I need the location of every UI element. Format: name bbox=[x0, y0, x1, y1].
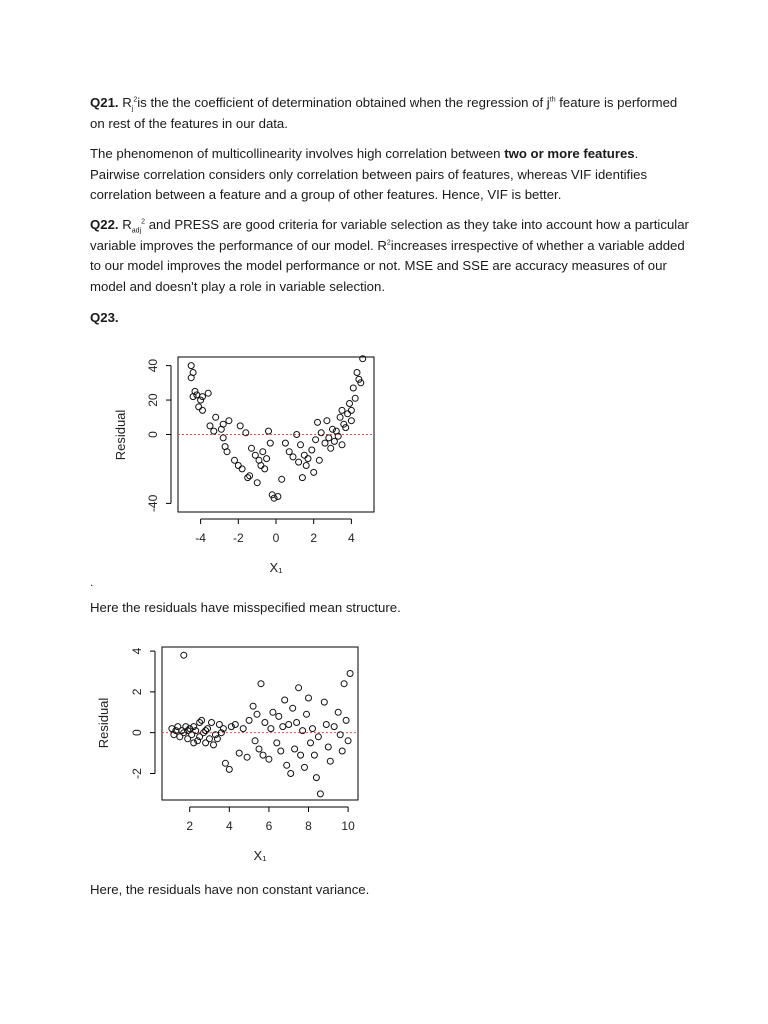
data-point bbox=[347, 671, 353, 677]
data-point bbox=[290, 705, 296, 711]
x-tick-label: 6 bbox=[265, 819, 273, 833]
y-axis-label: Residual bbox=[113, 409, 128, 461]
data-point bbox=[339, 748, 345, 754]
data-point bbox=[236, 750, 242, 756]
data-point bbox=[305, 456, 311, 462]
data-point bbox=[294, 720, 300, 726]
y-tick-label: -2 bbox=[130, 768, 144, 779]
data-point bbox=[260, 752, 266, 758]
data-point bbox=[243, 430, 249, 436]
y-tick-label: 40 bbox=[146, 358, 160, 373]
data-point bbox=[296, 459, 302, 465]
data-point bbox=[282, 440, 288, 446]
data-point bbox=[350, 385, 356, 391]
data-point bbox=[311, 469, 317, 475]
y-tick-label: 0 bbox=[130, 729, 144, 737]
caption-variance: Here, the residuals have non constant variance. bbox=[90, 882, 370, 897]
q23-label: Q23. bbox=[90, 310, 119, 325]
data-point bbox=[190, 394, 196, 400]
data-point bbox=[339, 442, 345, 448]
data-point bbox=[306, 695, 312, 701]
multicollinearity-paragraph: The phenomenon of multicollinearity involves high correlation between two or more features. Pairwise correlation considers only correlation between pairs of features, whereas VIF identifies correlation between a feature and a group of other features. Hence, VIF is better. bbox=[90, 146, 648, 202]
subscript-adj: adj bbox=[131, 227, 142, 235]
data-point bbox=[315, 419, 321, 425]
data-point bbox=[211, 742, 217, 748]
data-point bbox=[343, 717, 349, 723]
data-point bbox=[207, 736, 213, 742]
data-point bbox=[335, 709, 341, 715]
data-point bbox=[254, 480, 260, 486]
data-point bbox=[270, 709, 276, 715]
data-point bbox=[274, 740, 280, 746]
data-point bbox=[313, 437, 319, 443]
data-point bbox=[317, 791, 323, 797]
data-point bbox=[290, 454, 296, 460]
data-point bbox=[220, 421, 226, 427]
y-tick-label: 2 bbox=[130, 688, 144, 696]
data-point bbox=[348, 418, 354, 424]
data-point bbox=[339, 407, 345, 413]
data-point bbox=[268, 726, 274, 732]
x-tick-label: 2 bbox=[310, 531, 318, 545]
x-tick-label: 2 bbox=[186, 819, 194, 833]
caption-mean-structure: Here the residuals have misspecified mean structure. bbox=[90, 600, 401, 615]
y-tick-label: 20 bbox=[146, 393, 160, 407]
data-point bbox=[284, 762, 290, 768]
x-tick-label: 4 bbox=[225, 819, 233, 833]
superscript-2b: 2 bbox=[386, 239, 391, 247]
data-point bbox=[275, 494, 281, 500]
data-point bbox=[205, 390, 211, 396]
data-point bbox=[310, 726, 316, 732]
superscript-2: 2 bbox=[141, 218, 146, 226]
data-point bbox=[315, 734, 321, 740]
data-point bbox=[267, 440, 273, 446]
superscript-th: th bbox=[549, 96, 556, 104]
data-point bbox=[240, 726, 246, 732]
q22-paragraph: Q22. $R_{adj}^2$ and PRESS are good criteria for variable selection as they take into account how a particular variable improves the performance of our model. $R^2increases$ irrespective of whether a variable added to our model improves the model performance or not. MSE and SSE are accuracy measures of our model and doesn't play a role in variable selection. bbox=[90, 217, 689, 294]
data-point bbox=[262, 466, 268, 472]
data-point bbox=[292, 746, 298, 752]
data-point bbox=[220, 435, 226, 441]
data-point bbox=[316, 457, 322, 463]
data-point bbox=[288, 771, 294, 777]
x-tick-label: 0 bbox=[272, 531, 280, 545]
y-axis-label: Residual bbox=[96, 697, 111, 749]
superscript-2: 2 bbox=[133, 96, 138, 104]
data-point bbox=[207, 423, 213, 429]
data-point bbox=[211, 428, 217, 434]
data-point bbox=[246, 717, 252, 723]
data-point bbox=[324, 418, 330, 424]
data-point bbox=[252, 738, 258, 744]
data-point bbox=[226, 418, 232, 424]
data-point bbox=[278, 748, 284, 754]
data-point bbox=[311, 752, 317, 758]
residual-plot-mean-structure bbox=[100, 345, 400, 585]
data-point bbox=[188, 375, 194, 381]
data-point bbox=[250, 703, 256, 709]
data-point bbox=[280, 724, 286, 730]
x-axis-label: X₁ bbox=[253, 848, 267, 863]
data-point bbox=[328, 445, 334, 451]
data-point bbox=[209, 720, 215, 726]
x-tick-label: -2 bbox=[232, 531, 244, 545]
x-tick-label: 10 bbox=[341, 819, 355, 833]
data-point bbox=[341, 681, 347, 687]
data-point bbox=[200, 407, 206, 413]
data-point bbox=[260, 449, 266, 455]
data-point bbox=[330, 426, 336, 432]
stray-dot: . bbox=[90, 575, 94, 589]
data-point bbox=[322, 440, 328, 446]
data-point bbox=[226, 766, 232, 772]
data-point bbox=[302, 764, 308, 770]
data-point bbox=[244, 754, 250, 760]
data-point bbox=[345, 411, 351, 417]
data-point bbox=[298, 442, 304, 448]
data-point bbox=[331, 724, 337, 730]
data-point bbox=[282, 697, 288, 703]
data-point bbox=[232, 457, 238, 463]
data-point bbox=[213, 414, 219, 420]
data-point bbox=[258, 463, 264, 469]
y-tick-label: -40 bbox=[146, 494, 160, 513]
data-point bbox=[309, 447, 315, 453]
emphasis-two-or-more-features: two or more features bbox=[504, 146, 635, 161]
data-point bbox=[237, 423, 243, 429]
data-point bbox=[352, 395, 358, 401]
x-tick-label: 8 bbox=[305, 819, 312, 833]
data-point bbox=[258, 681, 264, 687]
data-point bbox=[264, 456, 270, 462]
q21-paragraph: Q21. $R_j^2is$ the the coefficient of determination obtained when the regression of $j^{th}$ feature is performed on rest of the features in our data. bbox=[90, 95, 678, 131]
residual-plot-variance bbox=[90, 635, 390, 870]
data-point bbox=[327, 758, 333, 764]
data-point bbox=[276, 713, 282, 719]
y-tick-label: 0 bbox=[146, 431, 160, 438]
data-point bbox=[326, 435, 332, 441]
data-point bbox=[222, 760, 228, 766]
data-point bbox=[323, 722, 329, 728]
data-point bbox=[249, 445, 255, 451]
data-point bbox=[354, 370, 360, 376]
data-point bbox=[325, 744, 331, 750]
x-tick-label: -4 bbox=[195, 531, 206, 545]
data-point bbox=[188, 363, 194, 369]
data-point bbox=[308, 740, 314, 746]
data-point bbox=[181, 652, 187, 658]
data-point bbox=[304, 711, 310, 717]
data-point bbox=[296, 685, 302, 691]
data-point bbox=[256, 746, 262, 752]
data-point bbox=[303, 463, 309, 469]
data-point bbox=[321, 699, 327, 705]
data-point bbox=[347, 401, 353, 407]
data-point bbox=[337, 414, 343, 420]
y-tick-label: 4 bbox=[130, 647, 144, 655]
data-point bbox=[318, 430, 324, 436]
data-point bbox=[266, 428, 272, 434]
x-tick-label: 4 bbox=[348, 531, 355, 545]
data-point bbox=[348, 407, 354, 413]
data-point bbox=[262, 720, 268, 726]
data-point bbox=[331, 438, 337, 444]
data-point bbox=[313, 775, 319, 781]
data-point bbox=[345, 738, 351, 744]
data-point bbox=[299, 475, 305, 481]
data-point bbox=[254, 711, 260, 717]
data-point bbox=[279, 476, 285, 482]
q22-label: Q22. bbox=[90, 217, 119, 232]
data-point bbox=[286, 722, 292, 728]
data-point bbox=[235, 463, 241, 469]
subscript-j: j bbox=[131, 105, 134, 113]
data-point bbox=[298, 752, 304, 758]
data-point bbox=[200, 394, 206, 400]
data-point bbox=[224, 449, 230, 455]
data-point bbox=[337, 732, 343, 738]
data-point bbox=[194, 392, 200, 398]
data-point bbox=[196, 404, 202, 410]
data-point bbox=[301, 452, 307, 458]
q21-label: Q21. bbox=[90, 95, 119, 110]
data-point bbox=[266, 756, 272, 762]
data-point bbox=[239, 466, 245, 472]
data-point bbox=[286, 449, 292, 455]
data-point bbox=[198, 397, 204, 403]
x-axis-label: X₁ bbox=[269, 560, 283, 575]
